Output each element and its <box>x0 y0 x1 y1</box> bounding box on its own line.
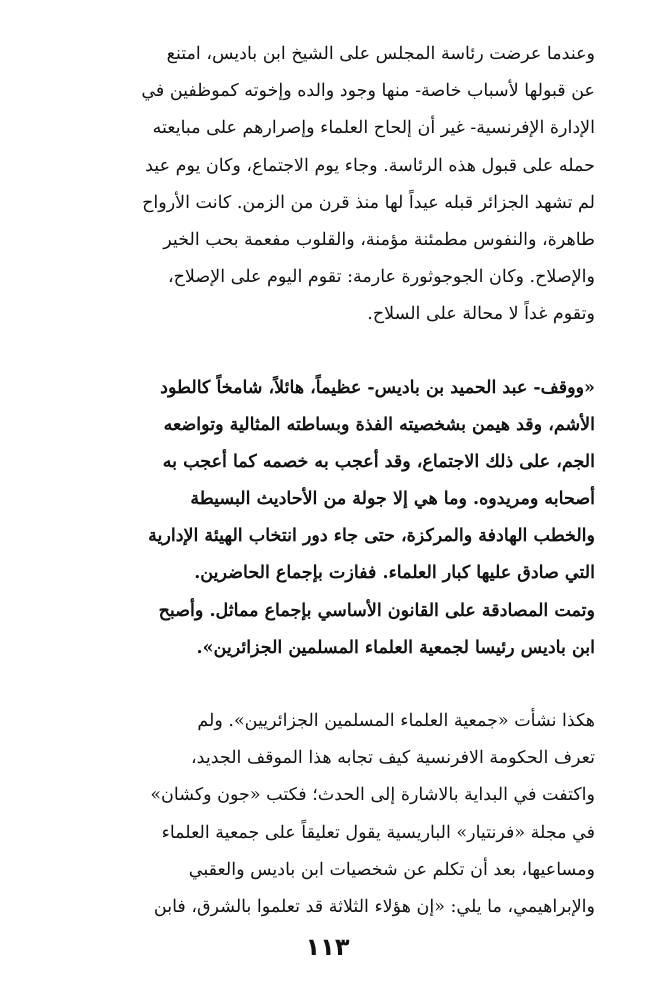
text-line: ومساعيها، بعد أن تكلم عن شخصيات ابن باديس والعقبي <box>188 859 595 880</box>
text-line: حمله على قبول هذه الرئاسة. وجاء يوم الاجتماع، وكان يوم عيد <box>145 155 595 176</box>
text-line: لم تشهد الجزائر قبله عيداً لها منذ قرن من الزمن. كانت الأرواح <box>142 192 595 213</box>
paragraph-gap <box>60 334 595 370</box>
text-line: وتقوم غداً لا محالة على السلاح. <box>367 304 595 325</box>
paragraph-gap <box>60 667 595 703</box>
text-line: الجم، على ذلك الاجتماع، وقد أعجب به خصمه كما أعجب به <box>162 451 595 472</box>
text-line: تعرف الحكومة الافرنسية كيف تجابه هذا الموقف الجديد، <box>191 748 595 769</box>
text-line: طاهرة، والنفوس مطمئنة مؤمنة، والقلوب مفعمة بحب الخير <box>163 229 595 250</box>
paragraph-1 <box>60 36 595 334</box>
text-line: والإبراهيمي، ما يلي: «إن هؤلاء الثلاثة قد تعلموا بالشرق، فابن <box>153 896 595 917</box>
text-line: والإصلاح. وكان الجوجوثورة عارمة: تقوم اليوم على الإصلاح، <box>167 267 595 288</box>
text-line: هكذا نشأت «جمعية العلماء المسلمين الجزائريين». ولم <box>197 711 595 731</box>
text-line: ابن باديس رئيسا لجمعية العلماء المسلمين الجزائرين». <box>196 637 595 658</box>
text-line: واكتفت في البداية بالاشارة إلى الحدث؛ فكتب «جون وكشان» <box>150 785 595 806</box>
text-line: عن قبولها لأسباب خاصة- منها وجود والده وإخوته كموظفين في <box>141 81 595 102</box>
paragraph-3 <box>60 703 595 926</box>
text-line: «ووقف- عبد الحميد بن باديس- عظيماً، هائلاً، شامخاً كالطود <box>160 377 595 398</box>
text-line: وتمت المصادقة على القانون الأساسي بإجماع مماثل. وأصبح <box>158 600 595 621</box>
text-line: في مجلة «فرنتيار» الباريسية يقول تعليقاً على جمعية العلماء <box>161 822 595 843</box>
text-line: التي صادق عليها كبار العلماء. ففازت بإجماع الحاضرين. <box>194 563 595 584</box>
paragraph-2-quote <box>60 370 595 668</box>
text-line: الأشم، وقد هيمن بشخصيته الفذة وبساطته المثالية وتواضعه <box>163 414 595 435</box>
text-line: والخطب الهادفة والمركزة، حتى جاء دور انتخاب الهيئة الإدارية <box>148 526 595 547</box>
text-line: الإدارة الإفرنسية- غير أن إلحاح العلماء وإصرارهم على مبايعته <box>152 118 595 139</box>
page-body <box>60 36 595 926</box>
text-line: أصحابه ومريدوه. وما هي إلا جولة من الأحاديث البسيطة <box>190 489 595 510</box>
text-line: وعندما عرضت رئاسة المجلس على الشيخ ابن باديس، امتنع <box>166 44 595 64</box>
page-number: ١١٣ <box>305 933 350 961</box>
